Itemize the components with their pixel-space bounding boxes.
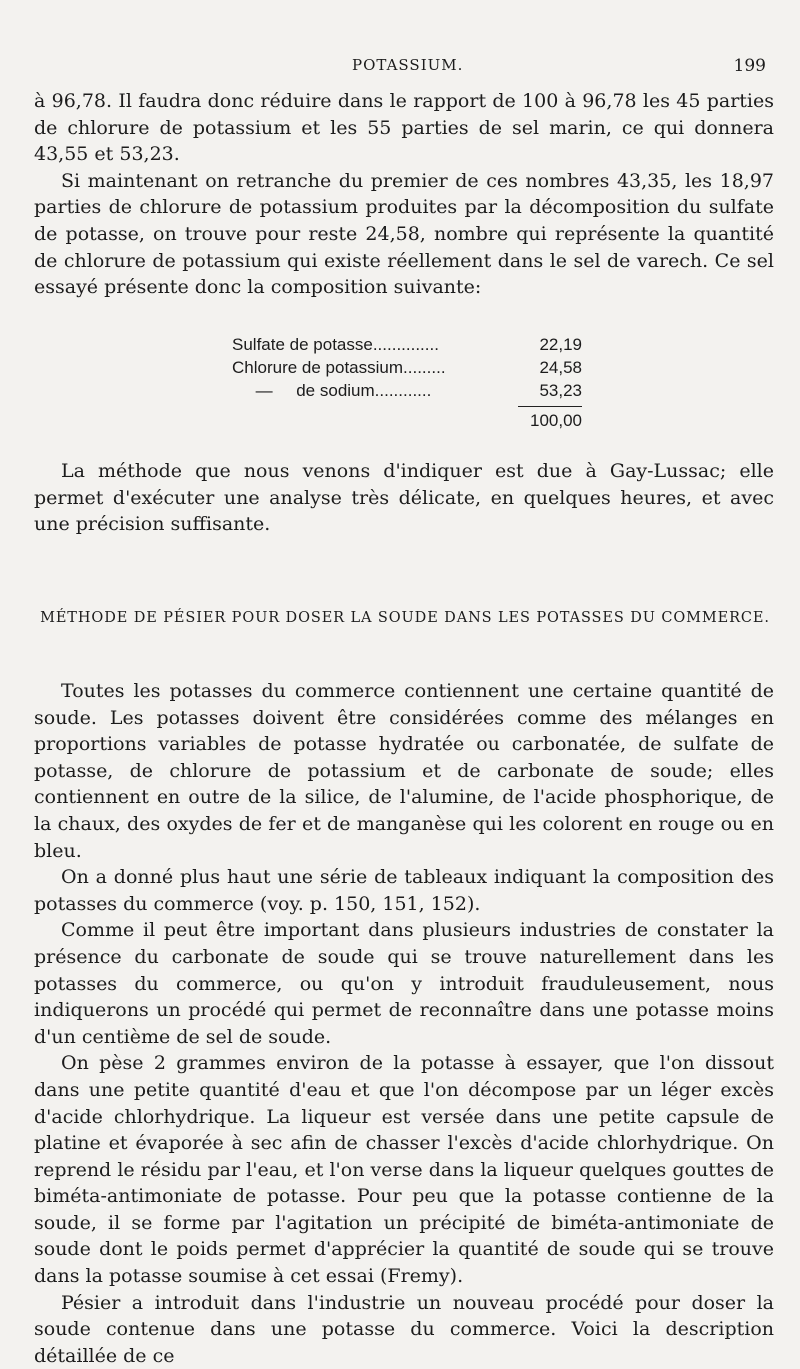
row-label: Sulfate de potasse.............. (232, 335, 439, 354)
text-block-section (34, 678, 774, 1369)
row-value: 22,19 (539, 335, 582, 354)
paragraph: Comme il peut être important dans plusieurs industries de constater la présence du carbonate de soude qui se trouve naturellement dans les potasses du commerce, ou qu'on y introduit frauduleusement, nous indiquerons un procédé qui permet de reconnaître dans une potasse moins d'un centième de sel de soude. (34, 919, 774, 1048)
row-value: 24,58 (539, 358, 582, 377)
sum-rule (518, 406, 582, 407)
table-total: 100,00 (530, 411, 582, 430)
paragraph: Toutes les potasses du commerce contiennent une certaine quantité de soude. Les potasses doivent être considérées comme des mélanges en proportions variables de potasse hydratée ou carbonatée, de sulfate de potasse, de chlorure de potassium et de carbonate de soude; elles contiennent en outre de la silice, de l'alumine, de l'acide phosphorique, de la chaux, des oxydes de fer et de manganèse qui les colorent en rouge ou en bleu. (34, 680, 774, 862)
page-number: 199 (733, 56, 766, 76)
table-row (232, 333, 582, 356)
paragraph: Pésier a introduit dans l'industrie un nouveau procédé pour doser la soude contenue dans une potasse du commerce. Voici la description détaillée de ce (34, 1291, 774, 1367)
text-block-intro (34, 88, 774, 301)
table-row (232, 356, 582, 379)
row-label: Chlorure de potassium......... (232, 358, 446, 377)
row-value: 53,23 (539, 381, 582, 400)
page-header (0, 56, 800, 82)
paragraph: On a donné plus haut une série de tableaux indiquant la composition des potasses du commerce (voy. p. 150, 151, 152). (34, 866, 774, 915)
table-row (232, 379, 582, 402)
row-label: — de sodium............ (232, 381, 432, 400)
paragraph: On pèse 2 grammes environ de la potasse à essayer, que l'on dissout dans une petite quantité d'eau et que l'on décompose par un léger excès d'acide chlorhydrique. La liqueur est versée dans une petite capsule de platine et évaporée à sec afin de chasser l'excès d'acide chlorhydrique. On reprend le résidu par l'eau, et l'on verse dans la liqueur quelques gouttes de biméta-antimoniate de potasse. Pour peu que la potasse contienne de la soude, il se forme par l'agitation un précipité de biméta-antimoniate de soude dont le poids permet d'apprécier la quantité de soude qui se trouve dans la potasse soumise à cet essai (Fremy). (34, 1052, 774, 1288)
paragraph: Si maintenant on retranche du premier de ces nombres 43,35, les 18,97 parties de chlorure de potassium produites par la décomposition du sulfate de potasse, on trouve pour reste 24,58, nombre qui représente la quantité de chlorure de potassium qui existe réellement dans le sel de varech. Ce sel essayé présente donc la composition suivante: (34, 169, 774, 299)
paragraph: La méthode que nous venons d'indiquer est due à Gay-Lussac; elle permet d'exécuter une analyse très délicate, en quelques heures, et avec une précision suffisante. (34, 460, 774, 536)
composition-table (232, 333, 582, 432)
section-heading: MÉTHODE DE PÉSIER POUR DOSER LA SOUDE DANS LES POTASSES DU COMMERCE. (40, 610, 770, 626)
text-block-method (34, 458, 774, 538)
running-title: POTASSIUM. (352, 56, 464, 74)
paragraph: à 96,78. Il faudra donc réduire dans le rapport de 100 à 96,78 les 45 parties de chlorure de potassium et les 55 parties de sel marin, ce qui donnera 43,55 et 53,23. (34, 90, 774, 166)
